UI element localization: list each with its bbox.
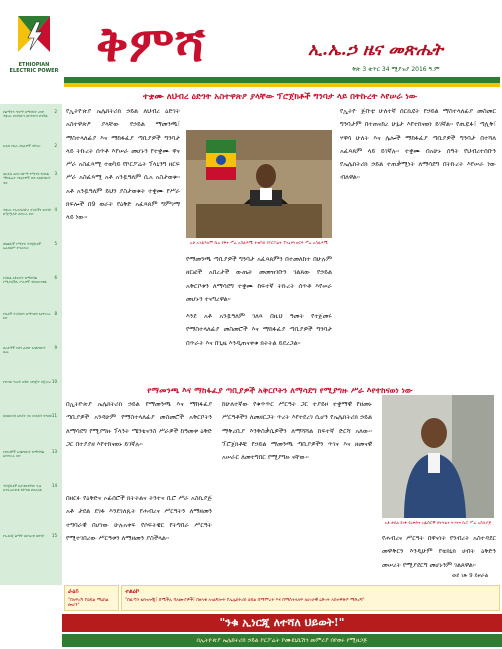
- toc-item[interactable]: ተቋሙ የኢንዱስትሪ ፓርኮችን ፍላጎት ለሟሟላት እየሠራ ነው 4: [3, 207, 57, 217]
- article2-column-1b: በዘርፉ የዕቅድና ኦፊሰሮች ክትትልና ትንተና ቢሮ ሥራ አስኪያጅ አቶ ታደል ደገፋ እንደገለጹት የሐብረና ሥርዓትን ለማዘመን ተግባራዊ በሆነው ሁሉአቀፍ የሶፍትዌር የትግበራ ሥርዓት የሚተገበረው ሥርዓቱን ለማዘመን ያስችላል።: [66, 494, 212, 542]
- continued-note: ወደ ገጽ 9 ይዞራል: [452, 573, 489, 579]
- footer-note: በኢትዮጵያ ኤሌክትሪክ ኃይል ኮርፖሬት ኮሙዩኒኬሽን መምሪያ በየወሩ የሚዘጋጅ: [62, 634, 502, 647]
- vision-text: "በአፍሪካ የኃይል ማዕከል መሆን": [68, 598, 109, 608]
- toc-page-number: 4: [54, 207, 57, 212]
- toc-page-number: 9: [54, 345, 57, 350]
- logo: [8, 6, 60, 80]
- toc-page-number: 11: [51, 413, 57, 418]
- toc-item[interactable]: በአዲስ አበባ ከተማ የሚገኙ የኃይል ማከፋፈያ ጣቢያዎች ወደ አገልግሎት ገቡ 3: [3, 171, 57, 185]
- toc-page-number: 2: [54, 143, 57, 148]
- article1-column-2a: የማመንጫ ጣቢያዎች ግንባታ አፈጻጸምን በተመለከተ በሁሉም ዘርፎች አበረታች ውጤት መመዝገቡን ገልጸው የኃይል አቅርቦቱን ለማሳደግ ተቋሙ ከፍተኛ ትኩረት ሰጥቶ እየሠራ መሆኑን ተናግረዋል።: [186, 255, 332, 303]
- article1-column-2b: እንደ አቶ አንዷዓለም ገለጻ በዚህ ዓመት የተጀመሩ የማስተላለፊያ መስመሮች እና ማከፋፈያ ጣቢያዎች ግንባታ በጥራት እና በጊዜ እንዲጠናቀቁ ክትትል ይደረጋል።: [186, 312, 332, 347]
- mission-box: [121, 585, 500, 611]
- toc-item[interactable]: ፕሮጀክቶች በታቀደላቸው ጊዜ እንዲጠናቀቁ ክትትል ይደረጋል 14: [3, 483, 57, 493]
- toc-page-number: 13: [51, 449, 57, 454]
- toc-item[interactable]: የደንበኞች አገልግሎት ለማሻሻል እየተሠራ ነው 13: [3, 449, 57, 459]
- toc-page-number: 6: [54, 275, 57, 280]
- toc-page-number: 2: [54, 109, 57, 114]
- masthead: [0, 0, 502, 92]
- toc-page-number: 8: [54, 311, 57, 316]
- toc-page-number: 3: [54, 171, 57, 176]
- toc-item[interactable]: ሰራተኞች የበጎ ፈቃድ አገልግሎት ሰጡ 9: [3, 345, 57, 355]
- toc-page-number: 15: [51, 533, 57, 538]
- manager-photo: [382, 395, 494, 518]
- lead-headline: ተቋሙ ለህብረ ዕድገት አስተዋጽዖ ያላቸው ፕሮጀክቶች ግንባታ ላይ በትኩረት እየሠራ ነው: [142, 92, 418, 102]
- interview-photo: [186, 130, 332, 238]
- table-of-contents: [0, 104, 62, 585]
- man-seated-photo-icon: [382, 395, 494, 518]
- section2-headline: የማመንጫ እና ማከፋፈያ ጣቢያዎች አቅርቦትን ለማሳደግ የሚያግዙ ሥራ እየተከናወነ ነው: [147, 385, 413, 395]
- toc-item[interactable]: የኃይል አቅርቦት ለማሻሻል የሚያስችሉ ሥራዎች ተከናውነዋል 6: [3, 275, 57, 285]
- article1-column-1: የኢትዮጵያ ኤሌክትሪክ ኃይል ለህብረ ዕድገት አስተዋጽዖ ያላቸው የኃይል ማመንጫ፣ ማስተላለፊያ እና ማከፋፈያ ጣቢያዎች ግንባታ ላይ ትኩረት ሰጥቶ እየሠራ መሆኑን የተቋሙ ዋና ሥራ አስፈጻሚ ተወካይ የኮርፖሬት ፕላኒንግ ዘርፍ ሥራ አስፈጻሚ አቶ አንዷዓለም ሲአ አስታወቁ። አቶ አንዷዓለም ይህን ያስታወቁት ተቋሙ የሥራ ክፍሎች በ9 ወራት የዕቅድ አፈጻጸም ግምገማ ላይ ነው።: [66, 107, 180, 222]
- toc-item[interactable]: በክልሎች የሚገኙ ፕሮጀክቶች አፈጻጸም ተገመገመ 5: [3, 241, 57, 251]
- logo-text: ETHIOPIAN ELECTRIC POWER: [9, 62, 59, 74]
- slogan-banner: "ንቁ ኢነርጂ ለተሻለ ህይወት!": [62, 614, 502, 632]
- vision-label: ራዕይ: [68, 588, 79, 595]
- toc-item[interactable]: የሴቶች ተሳትፎን ለማሳደግ እየተሠራ ነው 8: [3, 311, 57, 321]
- masthead-subtitle: ኢ.ኤ.ኃ ዜና መጽሔት: [308, 40, 443, 60]
- photo2-caption: አቶ ታደል ደገፋ የዕቅድና ኦፊሰሮች ክትትልና ትንተና ቢሮ ሥራ አስኪያጅ: [384, 520, 492, 525]
- power-logo-icon: [12, 8, 56, 60]
- article1-column-3: የኢትዮ ጅቡቲ ሁለተኛ ሰርኪዩት የኃይል ማስተላለፊያ መስመር ግንባታም በተጠናከረ ሁኔታ እየተከናወነ ይገኛል። የጢዬፋ፣ ጣሊቅ፣ ሃዋሳ ሁለት እና ሌሎች ማከፋፈያ ጣቢያዎች ግንባታ በተሻለ አፈጻጸም ላይ ይገኛሉ። ተቋሙ በአሁኑ ሰዓት የህብረተሰቡን የኤሌክትሪክ ኃይል ተጠቃሚነት ለማሳደግ በትኩረት እየሠራ ነው ብለዋል።: [340, 107, 496, 182]
- toc-item[interactable]: የቀጣይ ዓመት ዕቅድ ዝግጅት ተጀመረ 10: [3, 379, 57, 384]
- mission-label: ተልዕኮ: [125, 588, 140, 595]
- article2-column-1a: በኢትዮጵያ ኤሌክትሪክ ኃይል የማመንጫ እና ማከፋፈያ ጣቢያዎች አንዳሁም የማስተላለፊያ መስመሮች አቅርቦትን ለማሳደግ የሚያግዙ ፕላንት ሜንቴናንስ ሥራዎች ከዓመቱ ዕቅድ ጋር በተያያዘ እየተከናወኑ ይገኛሉ።: [66, 400, 212, 448]
- article2-column-3: የሐብረና ሥርዓት በዋናነት የንብረት አስተዳደር መዋቅርን እንዲሁም የቴክኒክ ሀብት ዕቅድን መሠረት የሚያደርግ መሆኑንም ገልጸዋል።: [382, 534, 496, 569]
- toc-page-number: 10: [51, 379, 57, 384]
- toc-item[interactable]: አዲስ የስራ ኃላፊዎች ተሾሙ 2: [3, 143, 57, 148]
- article2-column-2: ከሁለተኛው የቁጥጥር ሥርዓት ጋር ተያይዞ ተቋማዊ የዘመኑ ሥርዓቶችን ለመዘርጋት ጥረት እየተደረገ ሲሆን የኤሌክትሪክ ኃይል ማቅረቢያ እንቅስቃሴዎችን ለማሻሻል ከፍተኛ ድርሻ አለው። ፕሮጀክቶቹ የኃይል ማመንጫ ጣቢያዎችን ጥገና እና ዘመናዊ አሠራር ለመተግበር የሚያግዙ ናቸው።: [222, 400, 372, 462]
- masthead-title: ቅምሻ: [96, 17, 206, 73]
- toc-item[interactable]: የልማትን ዓላማ በማሳካት ረገድ ተቋሙ ድርሻውን እየተወጣ ይገኛል 2: [3, 109, 57, 119]
- toc-page-number: 5: [54, 241, 57, 246]
- man-at-desk-photo-icon: [186, 130, 332, 238]
- toc-item[interactable]: ከባለድርሻ አካላት ጋር ውይይት ተካሄደ 11: [3, 413, 57, 418]
- photo1-caption: አቶ አንዷዓለም ሲአ የዋና ሥራ አስፈጻሚ ተወካይ የኮርፖሬት ፕላኒንግ ዘርፍ ሥራ አስፈጻሚ: [189, 240, 329, 245]
- yellow-rule: [64, 83, 500, 87]
- toc-page-number: 14: [51, 483, 57, 488]
- mission-text: "በፈጣን ቴክኖሎጂ፣ በሚችሉ ባለሙያዎች፣ በዘላቂ አገልግሎት የኤሌክትሪክ ኃይል በማምረት እና በማስተላለፍ ለሀገራዊ ዕድገት አስተዋጽዖ ማድረግ": [125, 598, 365, 603]
- vision-box: [64, 585, 119, 611]
- issue-info: ቅጽ 3 ቁጥር 34 ሚያዝያ 2016 ዓ.ም: [352, 66, 440, 73]
- toc-item[interactable]: የኢነርጂ ልማት ለሀገራዊ ዕድገት 15: [3, 533, 57, 538]
